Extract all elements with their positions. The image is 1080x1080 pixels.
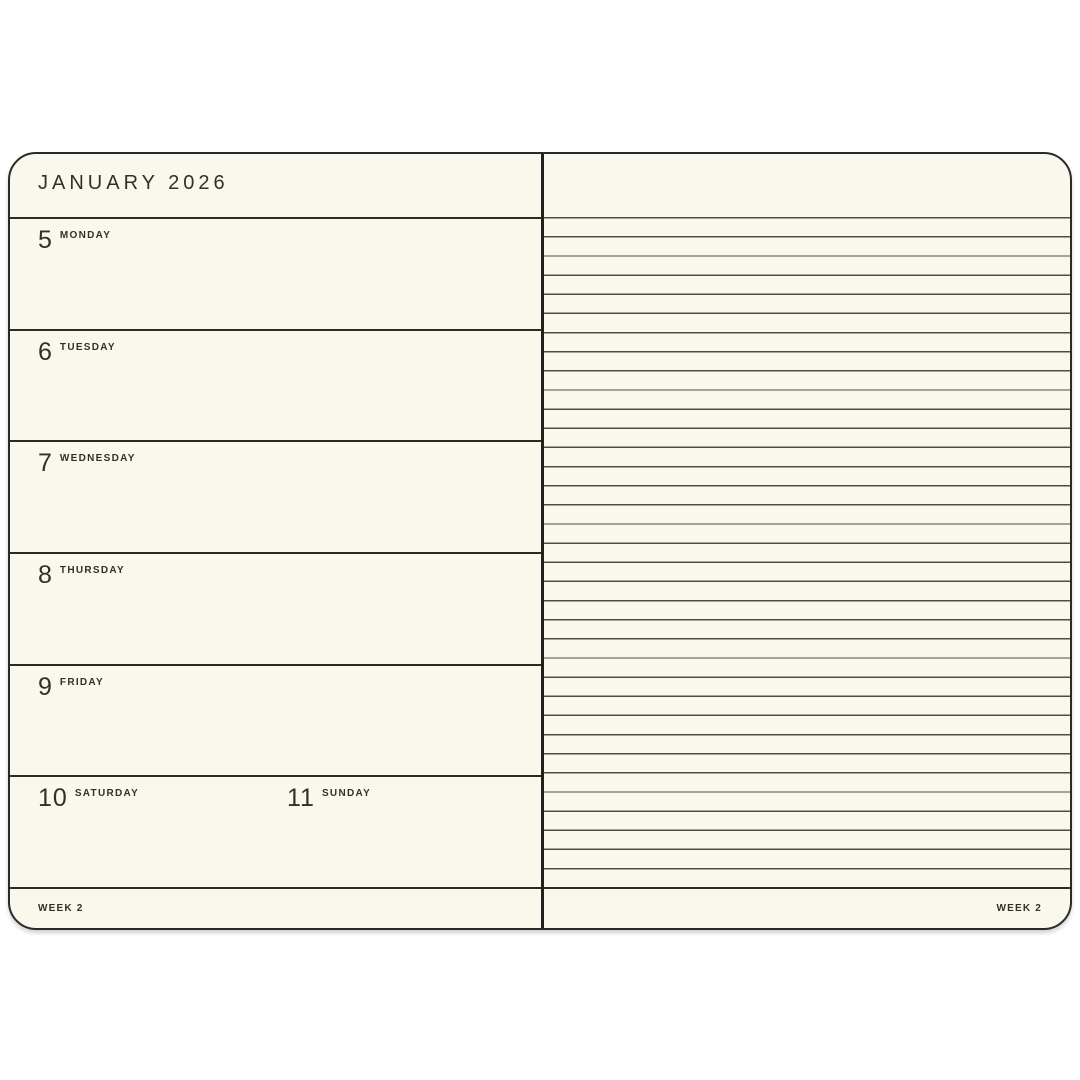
day-number: 7: [38, 449, 53, 478]
day-name-label: MONDAY: [59, 230, 112, 241]
day-name-label: WEDNESDAY: [59, 453, 136, 465]
day-row-monday: [10, 217, 541, 329]
day-name-label: SATURDAY: [74, 788, 140, 800]
day-cell-wednesday: [38, 451, 136, 476]
month-year-title: JANUARY 2026: [38, 172, 229, 194]
notes-page: [544, 154, 1070, 928]
day-name-label: SUNDAY: [321, 788, 372, 800]
ruled-lines: [544, 217, 1070, 889]
week-page-header: [10, 154, 541, 217]
day-number: 5: [38, 226, 53, 254]
week-page-footer: [10, 887, 541, 928]
week-number-label: WEEK 2: [996, 903, 1042, 914]
day-row-weekend: [10, 775, 541, 887]
day-cell-sunday: [287, 786, 371, 811]
day-cell-tuesday: [38, 337, 116, 366]
day-row-wednesday: [10, 440, 541, 552]
day-name-label: TUESDAY: [59, 341, 116, 353]
day-number: 11: [287, 784, 315, 813]
day-name-label: FRIDAY: [59, 676, 105, 688]
day-row-thursday: [10, 552, 541, 664]
day-cell-friday: [38, 672, 105, 701]
day-row-tuesday: [10, 329, 541, 441]
day-name-label: THURSDAY: [59, 564, 125, 576]
day-cell-monday: [38, 228, 111, 253]
notes-page-header: [544, 154, 1070, 217]
day-number: 9: [38, 672, 53, 701]
planner-spread: [8, 152, 1072, 930]
day-cell-thursday: [38, 560, 125, 589]
week-page: [10, 154, 541, 928]
day-cell-saturday: [38, 786, 139, 811]
notes-page-footer: [544, 887, 1070, 928]
day-number: 10: [38, 784, 68, 813]
day-number: 6: [38, 337, 53, 366]
week-number-label: WEEK 2: [38, 903, 84, 914]
day-number: 8: [38, 560, 53, 589]
week-rows: [10, 217, 541, 887]
day-row-friday: [10, 664, 541, 776]
page-seam: [541, 154, 544, 928]
